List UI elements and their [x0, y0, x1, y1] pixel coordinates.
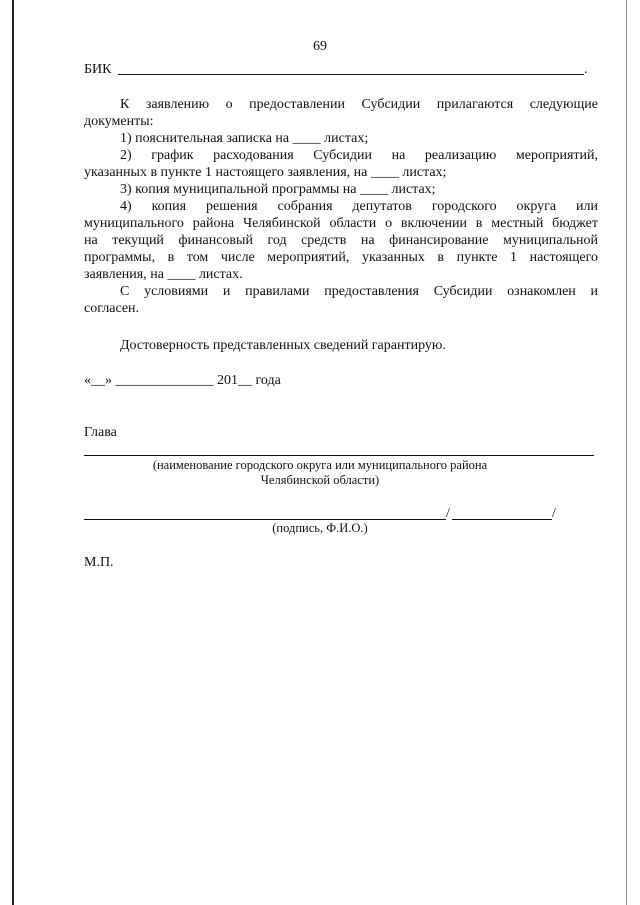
guarantee-statement: Достоверность представленных сведений гарантирую.	[120, 338, 446, 353]
bik-label: БИК	[84, 62, 112, 77]
item-1: 1) пояснительная записка на ____ листах;	[120, 131, 369, 146]
municipality-fill-line	[84, 455, 594, 456]
item-4-line-5: заявления, на ____ листах.	[84, 267, 243, 282]
item-4-line-4: программы, в том числе мероприятий, указанных в пункте 1 настоящего	[84, 250, 598, 265]
item-3: 3) копия муниципальной программы на ____ листах;	[120, 182, 436, 197]
intro-line-2: документы:	[84, 114, 154, 129]
item-2-line-2: указанных в пункте 1 настоящего заявления, на ____ листах;	[84, 165, 447, 180]
date-line: «__» ______________ 201__ года	[84, 373, 281, 388]
agreement-line-1: С условиями и правилами предоставления Субсидии ознакомлен и	[120, 284, 598, 299]
item-2-line-1: 2) график расходования Субсидии на реализацию мероприятий,	[120, 148, 598, 163]
item-4-line-2: муниципального района Челябинской области о включении в местный бюджет	[84, 216, 598, 231]
scan-right-edge	[626, 0, 627, 905]
signature-caption: (подпись, Ф.И.О.)	[272, 521, 368, 535]
signature-fill-line	[84, 519, 446, 520]
agreement-line-2: согласен.	[84, 301, 140, 316]
item-4-line-1: 4) копия решения собрания депутатов городского округа или	[120, 199, 598, 214]
head-label: Глава	[84, 425, 117, 440]
bik-end-mark: .	[584, 62, 588, 77]
signature-slash-2: /	[552, 506, 556, 521]
seal-label: М.П.	[84, 555, 114, 570]
municipality-caption-line-1: (наименование городского округа или муниципального района	[152, 458, 488, 472]
intro-line-1: К заявлению о предоставлении Субсидии прилагаются следующие	[120, 97, 598, 112]
scan-left-edge	[12, 0, 14, 905]
name-fill-line	[452, 519, 552, 520]
item-4-line-3: на текущий финансовый год средств на финансирование муниципальной	[84, 233, 598, 248]
signature-slash-1: /	[446, 506, 450, 521]
municipality-caption-line-2: Челябинской области)	[260, 473, 380, 487]
bik-fill-line	[118, 74, 584, 75]
page-number: 69	[313, 39, 327, 54]
